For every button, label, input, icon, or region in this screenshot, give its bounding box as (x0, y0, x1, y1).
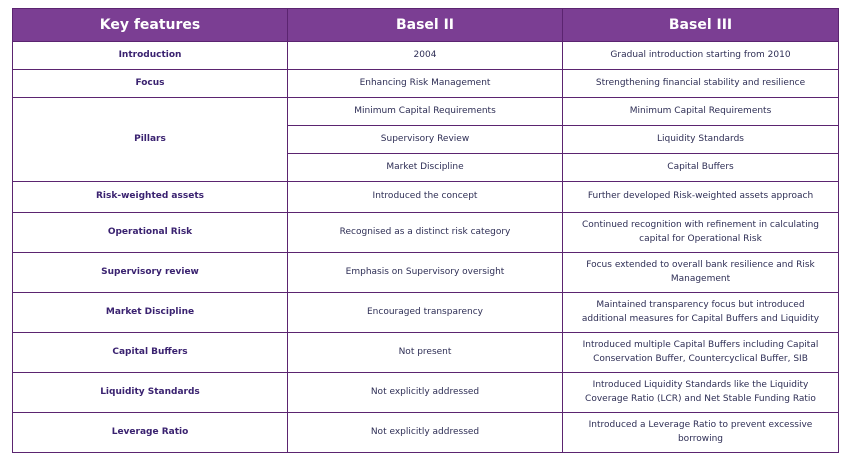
basel3-cell: Focus extended to overall bank resilience and Risk Management (563, 253, 839, 293)
basel3-cell: Introduced a Leverage Ratio to prevent excessive borrowing (563, 413, 839, 453)
header-key-features: Key features (13, 9, 288, 42)
feature-cell: Capital Buffers (13, 333, 288, 373)
basel2-cell: Enhancing Risk Management (288, 70, 563, 98)
basel3-cell: Maintained transparency focus but introduced additional measures for Capital Buffers and Liquidity (563, 293, 839, 333)
basel2-cell: Supervisory Review (288, 126, 563, 154)
header-basel-ii: Basel II (288, 9, 563, 42)
table-row (13, 98, 839, 126)
basel2-cell: Minimum Capital Requirements (288, 98, 563, 126)
basel3-cell: Continued recognition with refinement in calculating capital for Operational Risk (563, 213, 839, 253)
basel3-cell: Further developed Risk-weighted assets approach (563, 182, 839, 213)
feature-cell: Operational Risk (13, 213, 288, 253)
table-row (13, 373, 839, 413)
header-basel-iii: Basel III (563, 9, 839, 42)
table-row (13, 293, 839, 333)
basel3-cell: Gradual introduction starting from 2010 (563, 42, 839, 70)
feature-cell: Pillars (13, 98, 288, 182)
header-row (13, 9, 839, 42)
basel3-cell: Strengthening financial stability and resilience (563, 70, 839, 98)
basel3-cell: Introduced Liquidity Standards like the Liquidity Coverage Ratio (LCR) and Net Stable Funding Ratio (563, 373, 839, 413)
feature-cell: Focus (13, 70, 288, 98)
basel3-cell: Capital Buffers (563, 154, 839, 182)
basel2-cell: Encouraged transparency (288, 293, 563, 333)
basel2-cell: Not explicitly addressed (288, 413, 563, 453)
comparison-table (12, 8, 839, 453)
basel2-cell: Introduced the concept (288, 182, 563, 213)
basel2-cell: Not explicitly addressed (288, 373, 563, 413)
feature-cell: Risk-weighted assets (13, 182, 288, 213)
table-row (13, 42, 839, 70)
table-row (13, 333, 839, 373)
feature-cell: Liquidity Standards (13, 373, 288, 413)
basel2-cell: Market Discipline (288, 154, 563, 182)
basel3-cell: Introduced multiple Capital Buffers including Capital Conservation Buffer, Countercyclical Buffer, SIB (563, 333, 839, 373)
basel3-cell: Minimum Capital Requirements (563, 98, 839, 126)
table-row (13, 253, 839, 293)
feature-cell: Leverage Ratio (13, 413, 288, 453)
basel2-cell: 2004 (288, 42, 563, 70)
table-row (13, 413, 839, 453)
basel2-cell: Recognised as a distinct risk category (288, 213, 563, 253)
basel3-cell: Liquidity Standards (563, 126, 839, 154)
feature-cell: Supervisory review (13, 253, 288, 293)
table-row (13, 70, 839, 98)
table-row (13, 182, 839, 213)
feature-cell: Introduction (13, 42, 288, 70)
basel2-cell: Emphasis on Supervisory oversight (288, 253, 563, 293)
table-row (13, 213, 839, 253)
feature-cell: Market Discipline (13, 293, 288, 333)
basel2-cell: Not present (288, 333, 563, 373)
